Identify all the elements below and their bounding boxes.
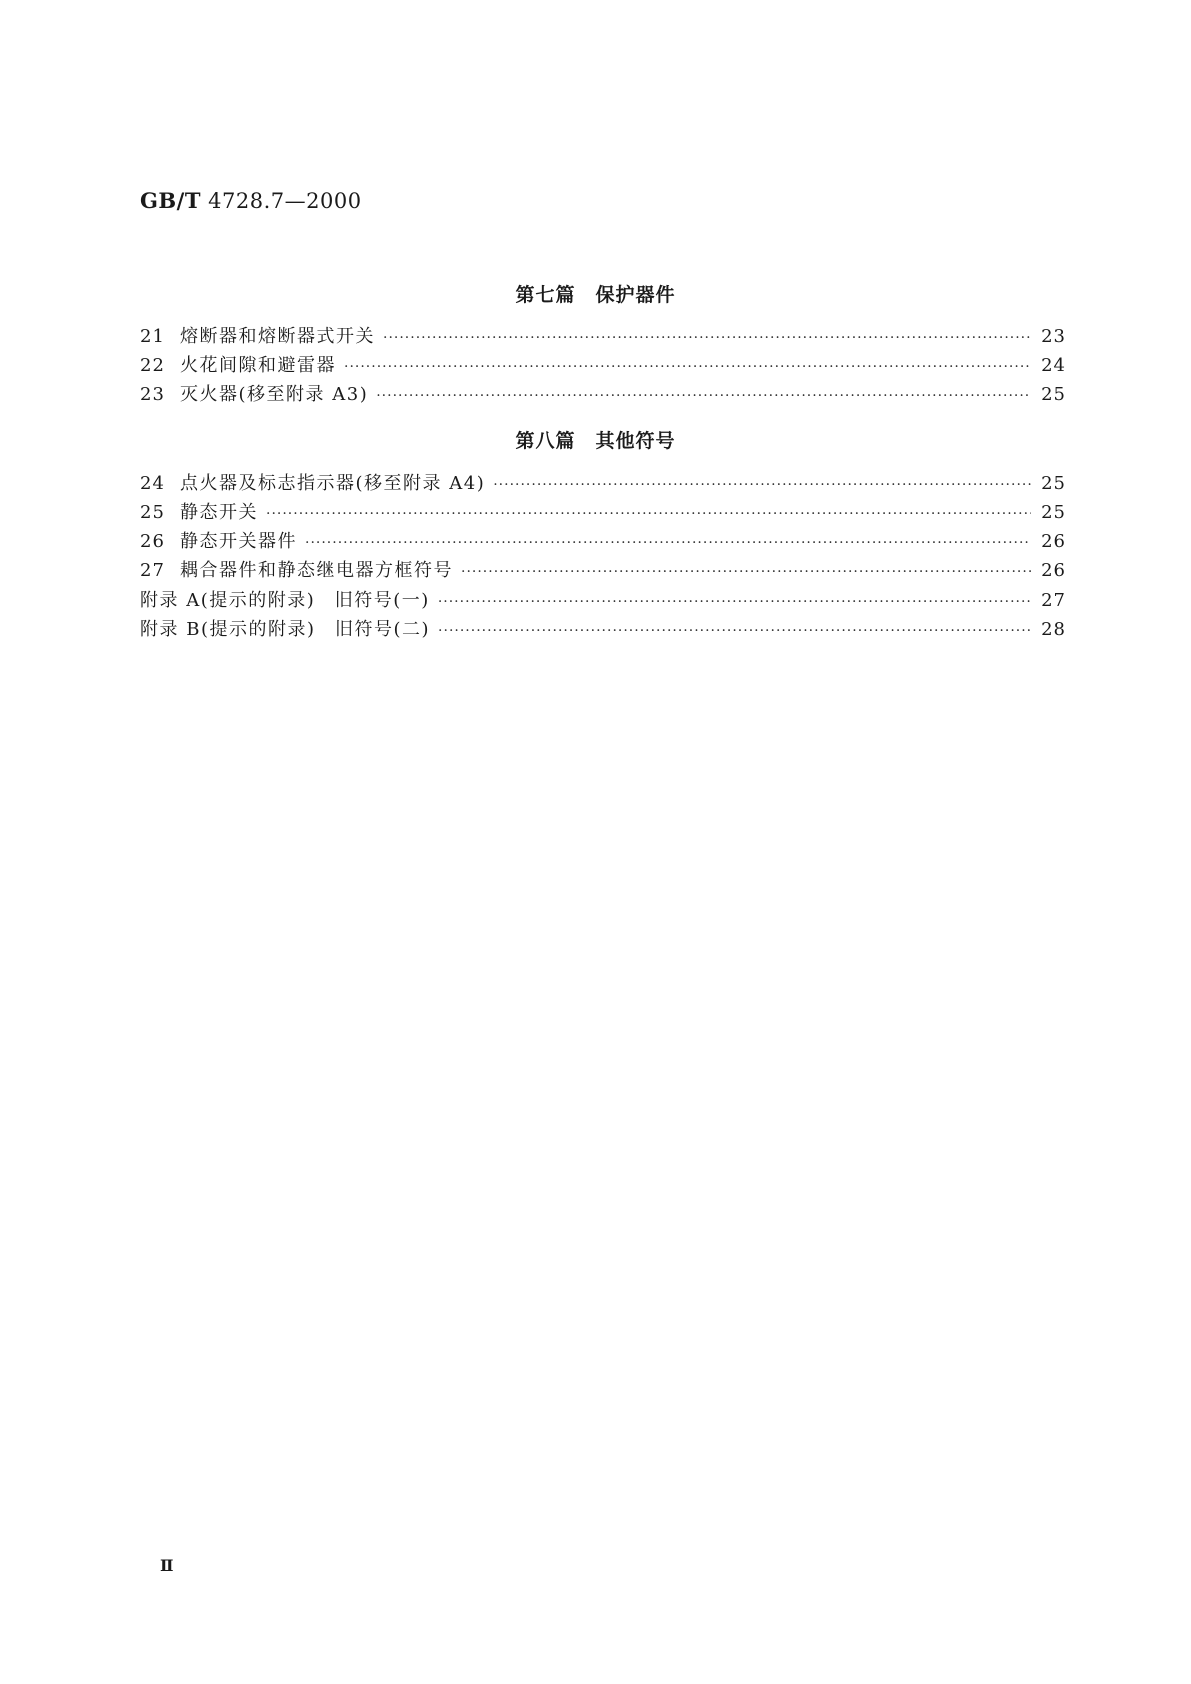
- toc-entry-title: 耦合器件和静态继电器方框符号: [180, 560, 453, 581]
- dot-leader: [438, 623, 1031, 639]
- appendix-entry-title: 附录 A(提示的附录) 旧符号(一): [140, 590, 430, 611]
- appendix-entry[interactable]: [140, 615, 1066, 645]
- toc-entry-number: 26: [140, 531, 165, 552]
- toc-entry-number: 23: [140, 384, 165, 405]
- appendix-entry-page: 28: [1041, 619, 1066, 640]
- toc-entry-page: 25: [1041, 384, 1066, 405]
- dot-leader: [438, 594, 1031, 610]
- toc-entry[interactable]: [140, 351, 1066, 381]
- standard-number: 4728.7—2000: [208, 189, 362, 213]
- section-heading-7: 第七篇 保护器件: [515, 284, 676, 306]
- toc-entry[interactable]: [140, 380, 1066, 410]
- toc-entry-number: 21: [140, 326, 165, 347]
- dot-leader: [305, 535, 1031, 551]
- toc-entry-page: 23: [1041, 326, 1066, 347]
- toc-entry-number: 24: [140, 473, 165, 494]
- toc-entry[interactable]: [140, 469, 1066, 499]
- toc-entry-title: 火花间隙和避雷器: [180, 355, 336, 376]
- toc-entry-page: 24: [1041, 355, 1066, 376]
- dot-leader: [383, 330, 1031, 346]
- toc-entry-title: 熔断器和熔断器式开关: [180, 326, 375, 347]
- toc-entry[interactable]: [140, 556, 1066, 586]
- toc-entry[interactable]: [140, 322, 1066, 352]
- toc-entry-page: 25: [1041, 473, 1066, 494]
- toc-entry-page: 26: [1041, 531, 1066, 552]
- dot-leader: [461, 564, 1031, 580]
- appendix-entry-page: 27: [1041, 590, 1066, 611]
- section-heading-8: 第八篇 其他符号: [515, 430, 676, 452]
- page-number: Ⅱ: [160, 1556, 174, 1575]
- toc-entry-title: 点火器及标志指示器(移至附录 A4): [180, 473, 486, 494]
- toc-entry-title: 静态开关: [180, 502, 258, 523]
- toc-entry-title: 灭火器(移至附录 A3): [180, 384, 369, 405]
- toc-entry-page: 25: [1041, 502, 1066, 523]
- toc-entry-number: 27: [140, 560, 165, 581]
- toc-entry[interactable]: [140, 498, 1066, 528]
- toc-entry-number: 22: [140, 355, 165, 376]
- appendix-entry-title: 附录 B(提示的附录) 旧符号(二): [140, 619, 431, 640]
- dot-leader: [493, 477, 1031, 493]
- appendix-entry[interactable]: [140, 586, 1066, 616]
- dot-leader: [376, 388, 1031, 404]
- toc-entry-page: 26: [1041, 560, 1066, 581]
- dot-leader: [344, 359, 1031, 375]
- standard-prefix: GB/T: [140, 188, 201, 213]
- dot-leader: [266, 506, 1031, 522]
- toc-entry[interactable]: [140, 527, 1066, 557]
- toc-entry-title: 静态开关器件: [180, 531, 297, 552]
- toc-entry-number: 25: [140, 502, 165, 523]
- standard-code: [140, 188, 362, 213]
